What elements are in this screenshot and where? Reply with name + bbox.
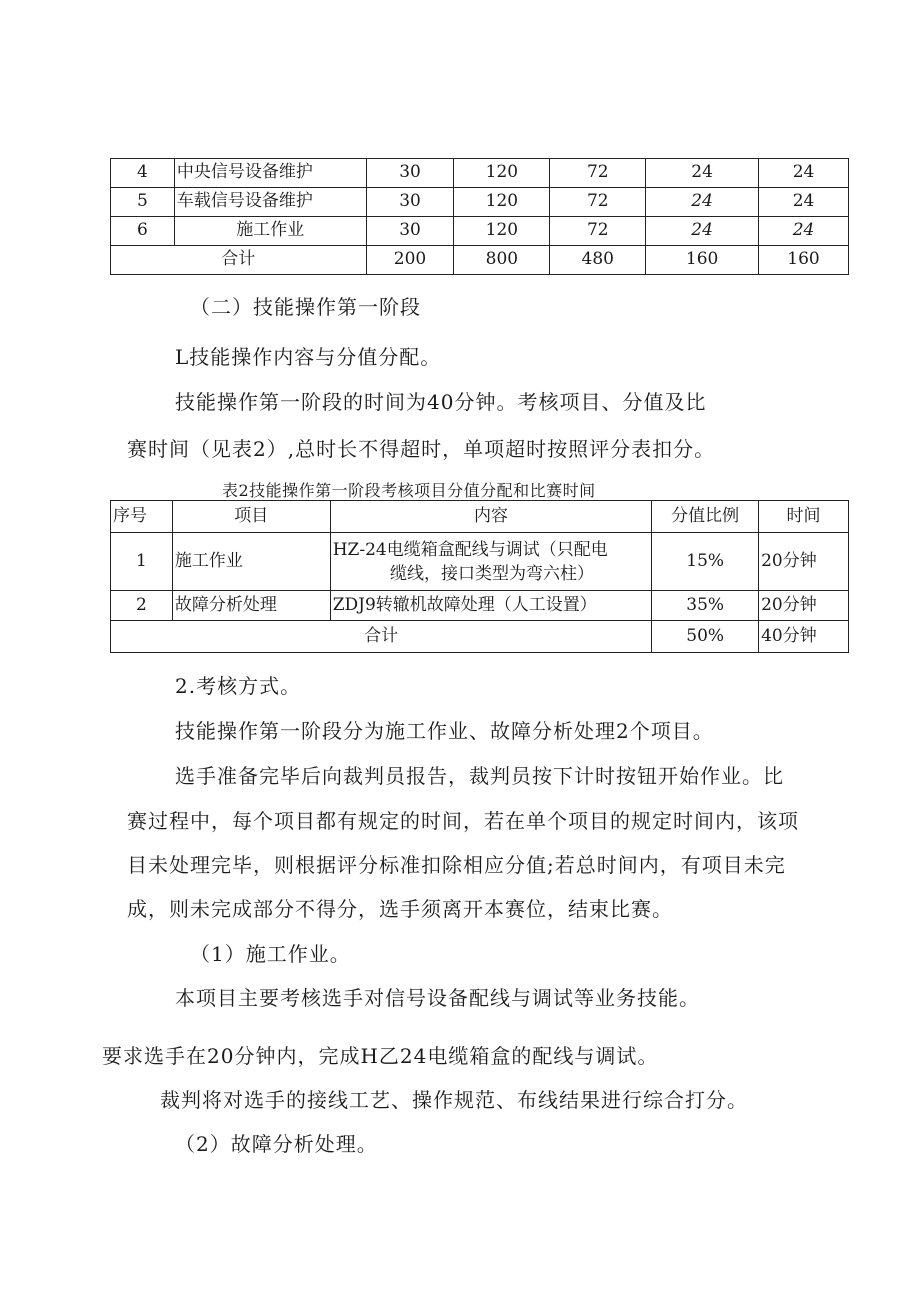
row-value: 120 [454, 159, 550, 188]
row-value: 30 [366, 159, 454, 188]
paragraph-line: 技能操作第一阶段的时间为40分钟。考核项目、分值及比 [175, 390, 707, 414]
paragraph-line: 成，则未完成部分不得分，选手须离开本赛位，结束比赛。 [127, 897, 673, 921]
row-item: 施工作业 [174, 217, 366, 246]
row-no: 6 [111, 217, 175, 246]
table-total-row [111, 621, 849, 653]
row-ratio: 15% [652, 533, 759, 591]
row-content-line: 缆线，接口类型为弯六柱） [389, 563, 594, 584]
total-label: 合计 [111, 246, 367, 275]
row-time: 20分钟 [759, 591, 849, 621]
total-ratio: 50% [652, 621, 759, 653]
table-row [111, 591, 849, 621]
header-no: 序号 [111, 501, 173, 533]
paragraph-line: 技能操作第一阶段分为施工作业、故障分析处理2个项目。 [175, 719, 714, 743]
row-value: 72 [550, 217, 646, 246]
row-value: 120 [454, 188, 550, 217]
item-heading-1: （1）施工作业。 [190, 942, 351, 966]
total-value: 480 [550, 246, 646, 275]
table-row [111, 159, 849, 188]
table-row [111, 217, 849, 246]
row-item: 施工作业 [172, 533, 330, 591]
row-time: 20分钟 [759, 533, 849, 591]
total-value: 800 [454, 246, 550, 275]
table-total-row [111, 246, 849, 275]
section-heading-2: （二）技能操作第一阶段 [190, 295, 421, 319]
row-ratio: 35% [652, 591, 759, 621]
header-time: 时间 [759, 501, 849, 533]
table-caption: 表2技能操作第一阶段考核项目分值分配和比赛时间 [222, 481, 596, 500]
sub-heading-2: 2.考核方式。 [175, 674, 302, 698]
row-value: 30 [366, 188, 454, 217]
score-table-1 [110, 158, 849, 275]
row-item: 中央信号设备维护 [174, 159, 366, 188]
paragraph-line: 本项目主要考核选手对信号设备配线与调试等业务技能。 [175, 986, 700, 1010]
paragraph-line: 要求选手在20分钟内，完成H乙24电缆箱盒的配线与调试。 [102, 1044, 659, 1068]
row-content [330, 533, 652, 591]
total-label: 合计 [111, 621, 652, 653]
table-header-row [111, 501, 849, 533]
item-heading-2: （2）故障分析处理。 [175, 1132, 378, 1156]
row-value: 24 [646, 188, 759, 217]
row-no: 2 [111, 591, 173, 621]
table-row [111, 533, 849, 591]
paragraph-line: 裁判将对选手的接线工艺、操作规范、布线结果进行综合打分。 [160, 1088, 748, 1112]
row-item: 车载信号设备维护 [174, 188, 366, 217]
table-row [111, 188, 849, 217]
row-value: 72 [550, 159, 646, 188]
total-value: 160 [759, 246, 849, 275]
row-no: 5 [111, 188, 175, 217]
total-value: 160 [646, 246, 759, 275]
row-value: 24 [646, 159, 759, 188]
header-ratio: 分值比例 [652, 501, 759, 533]
paragraph-line: 赛过程中，每个项目都有规定的时间，若在单个项目的规定时间内，该项 [127, 809, 799, 833]
header-item: 项目 [172, 501, 330, 533]
row-value: 72 [550, 188, 646, 217]
row-value: 24 [759, 159, 849, 188]
sub-heading-1: L技能操作内容与分值分配。 [175, 345, 442, 369]
row-value: 120 [454, 217, 550, 246]
paragraph-line: 目未处理完毕，则根据评分标准扣除相应分值;若总时间内，有项目未完 [127, 853, 786, 877]
paragraph-line: 赛时间（见表2）,总时长不得超时，单项超时按照评分表扣分。 [127, 437, 716, 461]
row-value: 24 [646, 217, 759, 246]
total-value: 200 [366, 246, 454, 275]
row-value: 24 [759, 217, 849, 246]
row-no: 4 [111, 159, 175, 188]
header-content: 内容 [330, 501, 652, 533]
row-content-line: HZ-24电缆箱盒配线与调试（只配电 [332, 539, 608, 560]
row-no: 1 [111, 533, 173, 591]
row-item: 故障分析处理 [172, 591, 330, 621]
score-table-2 [110, 500, 849, 653]
paragraph-line: 选手准备完毕后向裁判员报告，裁判员按下计时按钮开始作业。比 [175, 764, 784, 788]
row-value: 30 [366, 217, 454, 246]
total-time: 40分钟 [759, 621, 849, 653]
row-content: ZDJ9转辙机故障处理（人工设置） [330, 591, 652, 621]
row-value: 24 [759, 188, 849, 217]
